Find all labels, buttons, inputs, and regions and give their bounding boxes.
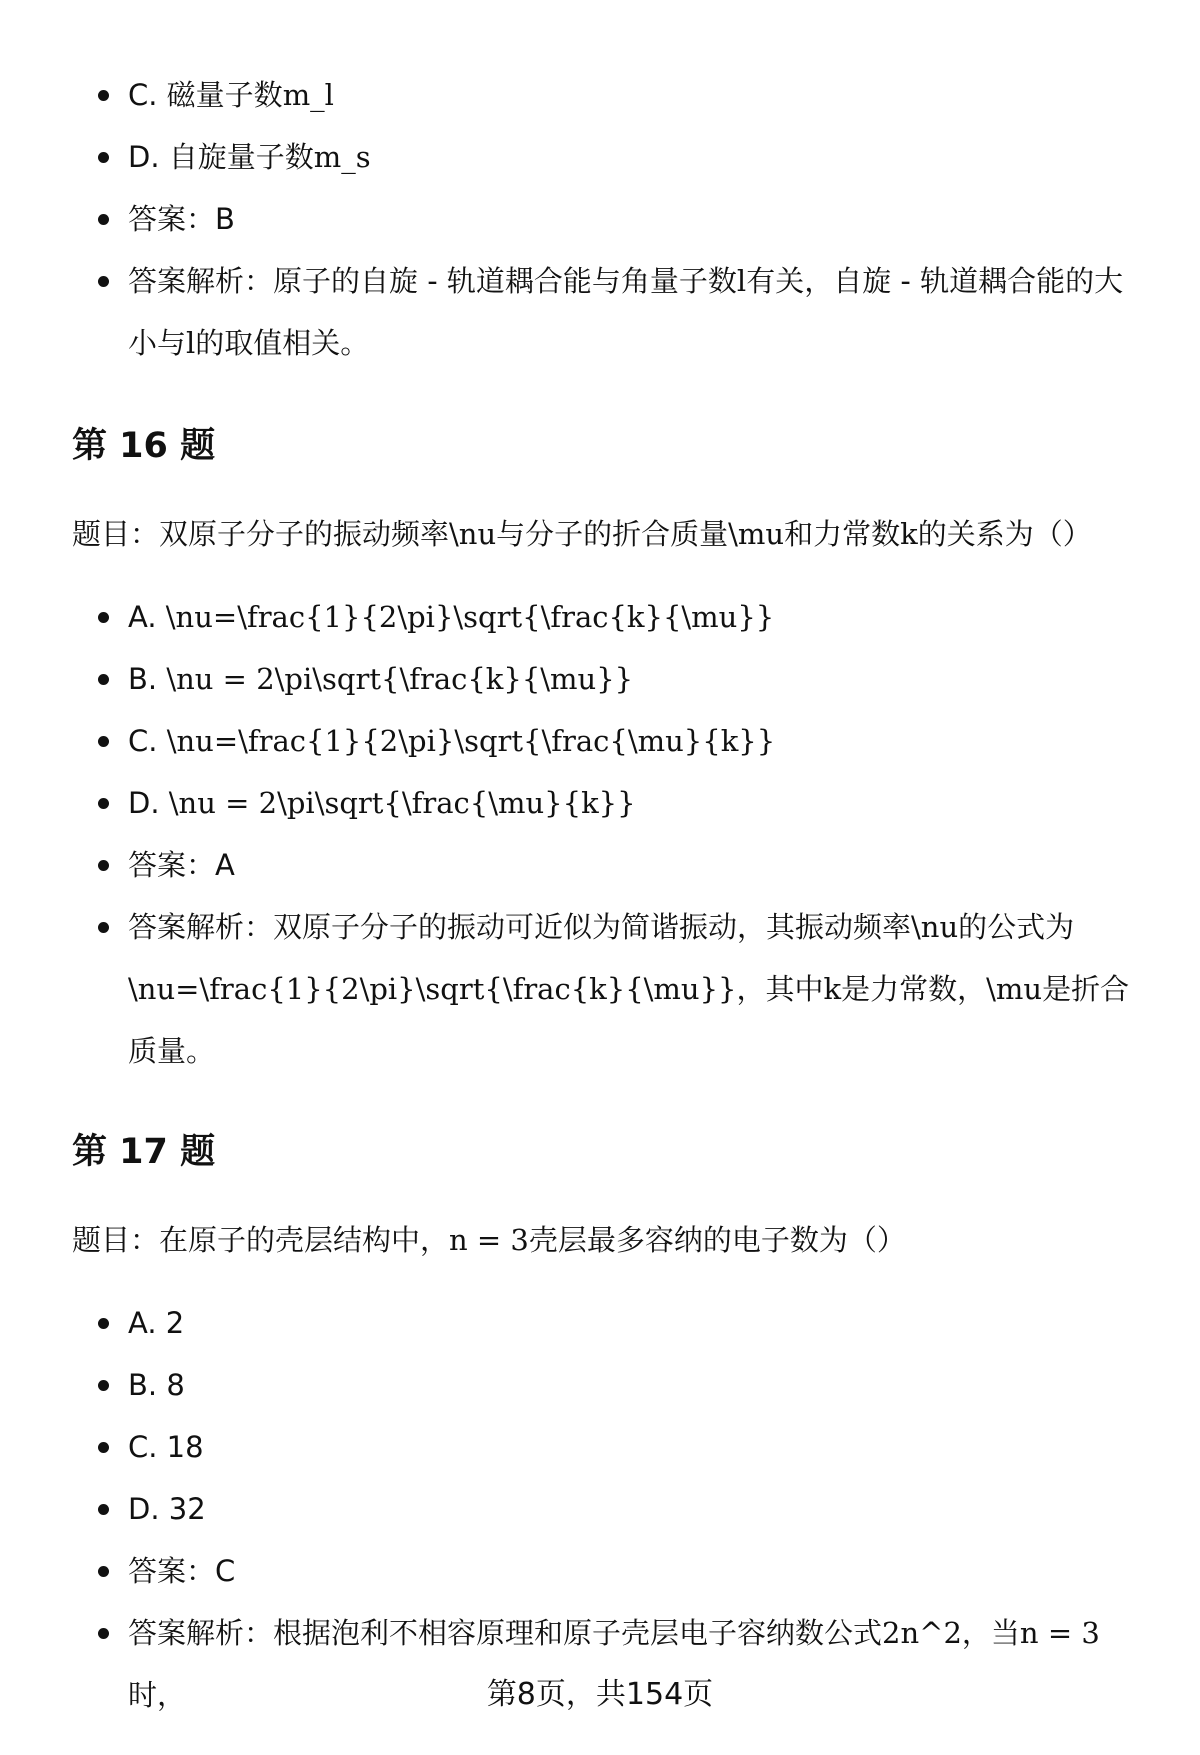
- q17-option-list: [72, 1292, 1152, 1726]
- q16-explanation: 答案解析：双原子分子的振动可近似为简谐振动，其振动频率\nu的公式为\nu=\frac{1}{2\pi}\sqrt{\frac{k}{\mu}}，其中k是力常数，\mu是折合质量。: [72, 896, 1152, 1082]
- q17-stem: 题目：在原子的壳层结构中，n = 3壳层最多容纳的电子数为（）: [72, 1223, 906, 1257]
- q17-option-c: C. 18: [72, 1416, 1152, 1478]
- page-footer: 第8页，共154页: [486, 1677, 714, 1712]
- q16-heading: 第 16 题: [72, 426, 216, 466]
- q17-option-d: D. 32: [72, 1478, 1152, 1540]
- document-content: [72, 64, 1152, 1726]
- q16-option-list: [72, 586, 1152, 1082]
- q16-stem: 题目：双原子分子的振动频率\nu与分子的折合质量\mu和力常数k的关系为（）: [72, 517, 1092, 551]
- q16-option-c: C. \nu=\frac{1}{2\pi}\sqrt{\frac{\mu}{k}}: [72, 710, 1152, 772]
- q15-option-list: [72, 64, 1152, 374]
- q17-explanation: 答案解析：根据泡利不相容原理和原子壳层电子容纳数公式2n^2，当n = 3时，: [72, 1602, 1152, 1726]
- q16-option-b: B. \nu = 2\pi\sqrt{\frac{k}{\mu}}: [72, 648, 1152, 710]
- q17-heading: 第 17 题: [72, 1132, 216, 1172]
- q16-answer: 答案：A: [72, 834, 1152, 896]
- q17-option-b: B. 8: [72, 1354, 1152, 1416]
- q17-option-a: A. 2: [72, 1292, 1152, 1354]
- q16-option-d: D. \nu = 2\pi\sqrt{\frac{\mu}{k}}: [72, 772, 1152, 834]
- q15-explanation: 答案解析：原子的自旋 - 轨道耦合能与角量子数l有关，自旋 - 轨道耦合能的大小与l的取值相关。: [72, 250, 1152, 374]
- q16-option-a: A. \nu=\frac{1}{2\pi}\sqrt{\frac{k}{\mu}}: [72, 586, 1152, 648]
- q15-option-d: D. 自旋量子数m_s: [72, 126, 1152, 188]
- q17-answer: 答案：C: [72, 1540, 1152, 1602]
- q15-answer: 答案：B: [72, 188, 1152, 250]
- q15-option-c: C. 磁量子数m_l: [72, 64, 1152, 126]
